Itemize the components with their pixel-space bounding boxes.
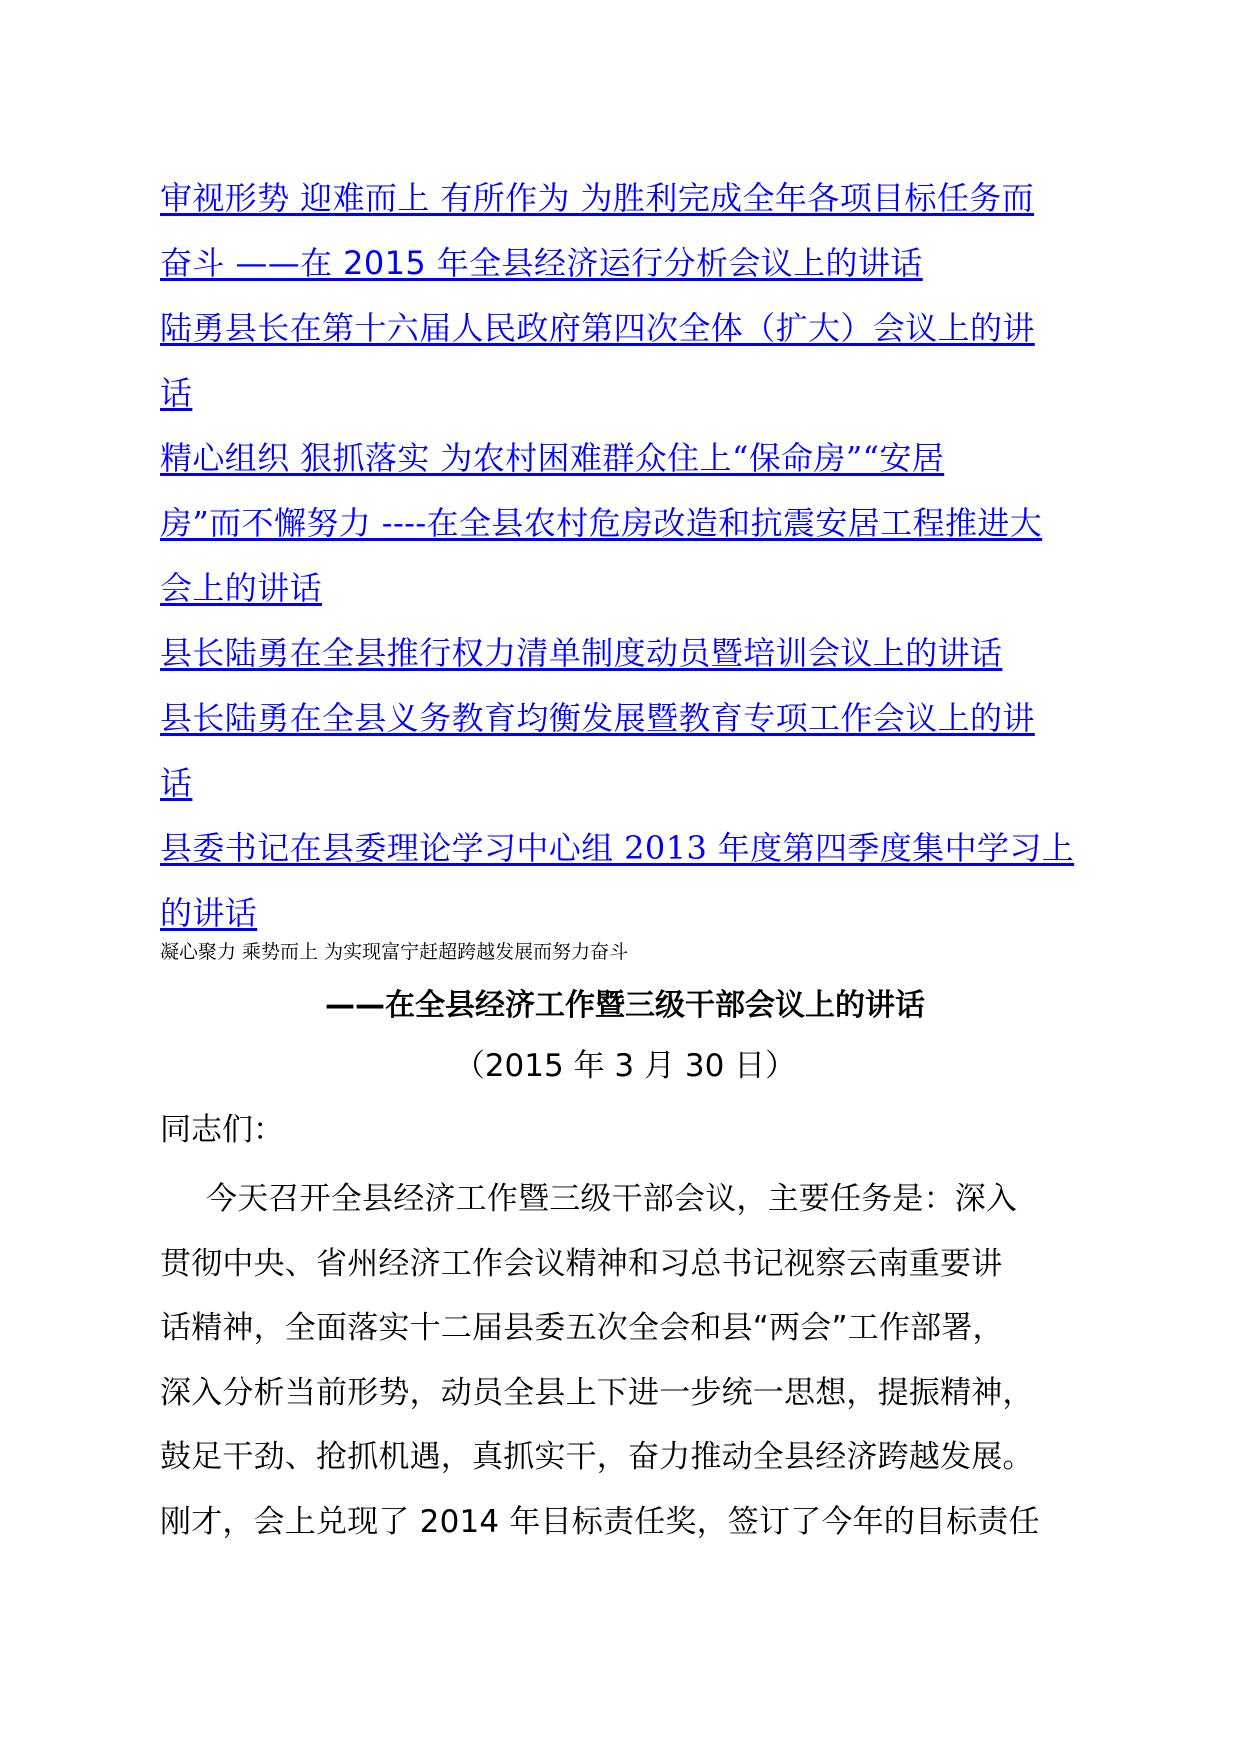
link-line: 县长陆勇在全县义务教育均衡发展暨教育专项工作会议上的讲	[160, 699, 1035, 737]
link-line: 审视形势 迎难而上 有所作为 为胜利完成全年各项目标任务而	[160, 179, 1035, 217]
link-line: 奋斗 ——在 2015 年全县经济运行分析会议上的讲话	[160, 244, 923, 282]
link-line: 的讲话	[160, 894, 258, 932]
link-line: 精心组织 狠抓落实 为农村困难群众住上“保命房”“安居	[160, 439, 945, 477]
link-line: 房”而不懈努力 ----在全县农村危房改造和抗震安居工程推进大	[160, 504, 1043, 542]
salutation: 同志们：	[160, 1112, 284, 1148]
link-line: 话	[160, 374, 193, 412]
body-line: 话精神，全面落实十二届县委五次全会和县“两会”工作部署，	[160, 1310, 1004, 1347]
link-speech-rural-housing[interactable]	[160, 426, 1090, 621]
link-speech-education[interactable]	[160, 686, 1090, 816]
link-line: 会上的讲话	[160, 569, 323, 607]
article-body	[160, 1167, 1120, 1555]
article-small-title: 凝心聚力 乘势而上 为实现富宁赶超跨越发展而努力奋斗	[160, 941, 629, 963]
body-line: 深入分析当前形势，动员全县上下进一步统一思想，提振精神，	[160, 1374, 1034, 1411]
related-links-list	[160, 166, 1090, 946]
body-line: 刚才，会上兑现了 2014 年目标责任奖，签订了今年的目标责任	[160, 1503, 1040, 1540]
link-speech-government-plenary[interactable]	[160, 296, 1090, 426]
link-line: 话	[160, 764, 193, 802]
article-main-title: ——在全县经济工作暨三级干部会议上的讲话	[325, 988, 925, 1023]
body-line: 贯彻中央、省州经济工作会议精神和习总书记视察云南重要讲	[160, 1245, 1003, 1282]
link-speech-economic-analysis[interactable]	[160, 166, 1090, 296]
link-speech-theory-study[interactable]	[160, 816, 1090, 946]
article-date: （2015 年 3 月 30 日）	[453, 1048, 797, 1084]
link-speech-power-list[interactable]	[160, 621, 1090, 686]
link-line: 县长陆勇在全县推行权力清单制度动员暨培训会议上的讲话	[160, 634, 1003, 672]
link-line: 县委书记在县委理论学习中心组 2013 年度第四季度集中学习上	[160, 829, 1075, 867]
body-line: 今天召开全县经济工作暨三级干部会议，主要任务是：深入	[206, 1181, 1018, 1217]
body-line: 鼓足干劲、抢抓机遇，真抓实干，奋力推动全县经济跨越发展。	[160, 1439, 1034, 1476]
link-line: 陆勇县长在第十六届人民政府第四次全体（扩大）会议上的讲	[160, 309, 1035, 347]
